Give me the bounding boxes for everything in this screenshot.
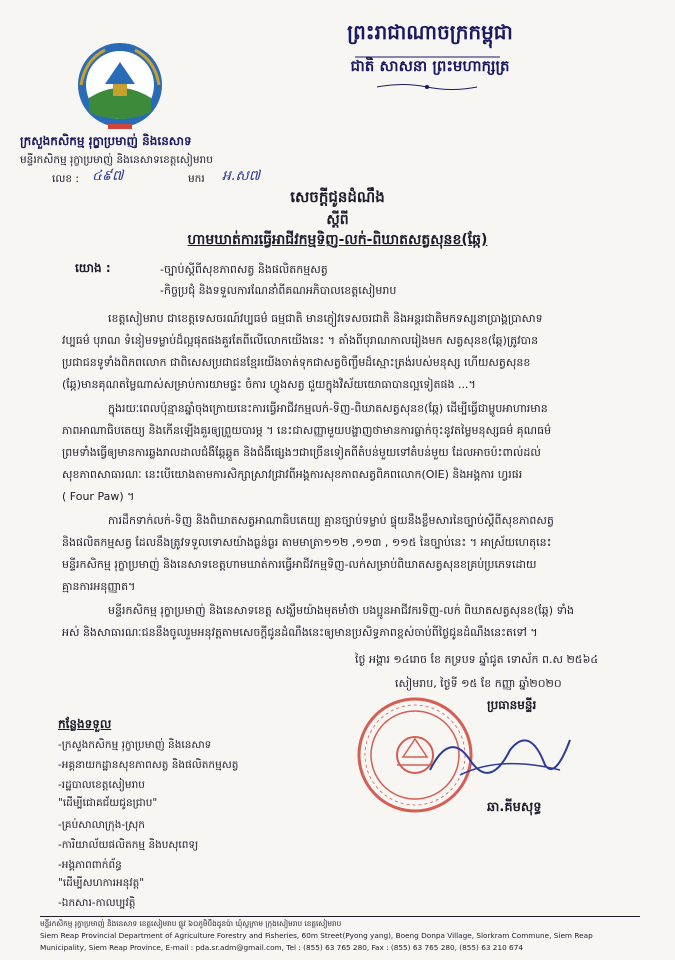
- ministry-logo: [75, 40, 165, 130]
- department-name: មន្ទីរកសិកម្ម រុក្ខាប្រមាញ់ និងនេសាទខេត្តសៀមរាប: [20, 154, 213, 166]
- body-paragraph-2: [62, 398, 622, 508]
- number-label: លេខ :: [52, 173, 79, 185]
- references-label: យោង :: [75, 261, 111, 275]
- solar-date: សៀមរាប, ថ្ងៃទី ១៥ ខែ កញ្ញា ឆ្នាំ២០២០: [395, 677, 562, 690]
- body-line: ភាពអាណាធិបតេយ្យ និងកើនឡើងគួរឲ្យព្រួយបារម្ភ ។ នេះជាសញ្ញាមួយបង្ហាញថាមានការធ្លាក់ចុះនូវតម្លៃមនុស្សធម៌ គុណធម៌: [62, 424, 552, 437]
- recipient-item: "ដើម្បីជោគជ័យជូនជ្រាប": [58, 797, 158, 809]
- recipient-item: -ការិយាល័យផលិតកម្ម និងបសុពេទ្យ: [58, 839, 199, 851]
- body-line: ព្រមទាំងធ្វើឲ្យមានការឆ្លងរាលដាលជំងឺឆ្កែឆ្កួត និងជំងឺផ្សេងៗជាច្រើនទៀតពីតំបន់មួយទៅតំបន់មួយ ដែលអាចប៉ះពាល់ដល់: [62, 446, 541, 459]
- handwritten-signature: [420, 720, 590, 790]
- kingdom-heading: ព្រះរាជាណាចក្រកម្ពុជា: [347, 20, 513, 44]
- body-line: ក្នុងរយៈពេលប៉ុន្មានឆ្នាំចុងក្រោយនេះការធ្វើអាជីវកម្មលក់-ទិញ-ពិឃាតសត្វសុនខ(ឆ្កែ) ដើម្បីធ្វើជាម្ហូបអាហារមាន: [108, 402, 548, 415]
- body-line: ការដឹកទាក់លក់-ទិញ និងពិឃាតសត្វអាណាធិបតេយ្យ គ្មានច្បាប់ទម្លាប់ ផ្ទុយនឹងខ្លឹមសារនៃច្បាប់ស្តីពីសុខភាពសត្វ: [108, 514, 554, 527]
- body-line: អស់ និងសាធារណៈជននឹងចូលរួមអនុវត្តតាមសេចក្តីជូនដំណឹងនេះឲ្យមានប្រសិទ្ធភាពខ្ពស់ចាប់ពីថ្ងៃជូនដំណឹងនេះតទៅ ។: [62, 626, 538, 639]
- recipients-title: កន្លែងទទួល: [58, 717, 112, 731]
- reference-item: -ច្បាប់ស្តីពីសុខភាពសត្វ និងផលិតកម្មសត្វ: [160, 263, 328, 276]
- recipient-item: -អង្គភាពពាក់ព័ន្ធ: [58, 859, 122, 871]
- body-line: មន្ទីរកសិកម្ម រុក្ខាប្រមាញ់ និងនេសាទខេត្ត សង្ឃឹមយ៉ាងមុតមាំថា បងប្អូនអាជីវករទិញ-លក់ ពិឃាតសត្វសុនខ(ឆ្កែ) ទាំង: [108, 604, 575, 617]
- body-line: ប្រជាជនទូទាំងពិភពលោក ជាពិសេសប្រជាជនខ្មែរយើងចាត់ទុកជាសត្វចិញ្ចឹមដ៏ស្មោះត្រង់របស់មនុស្ស ហើយសត្វសុនខ: [62, 356, 531, 369]
- footer-divider: [40, 916, 640, 917]
- body-line: (ឆ្កែ)មានគុណតម្លៃណាស់សម្រាប់ការយាមផ្ទះ ចំការ ហ្វូងសត្វ ជួយក្នុងវិស័យយោធាបានល្អទៀតផង ...។: [62, 378, 476, 391]
- lunar-date: ថ្ងៃ អង្គារ ១៤រោច ខែ ភទ្របទ ឆ្នាំជូត ទោស័ក ព.ស ២៥៦៤: [355, 653, 599, 666]
- recipient-item: "ដើម្បីសហការអនុវត្ត": [58, 877, 145, 889]
- recipient-item: -រដ្ឋបាលខេត្តសៀមរាប: [58, 779, 145, 791]
- body-line: ខេត្តសៀមរាប ជាខេត្តទេសចរណ៍វប្បធម៌ ធម្មជាតិ មានភ្ញៀវទេសចរជាតិ និងអន្តរជាតិមកទស្សនាប្រាង្គប្រាសាទ: [108, 312, 543, 325]
- kingdom-divider: [355, 48, 500, 54]
- body-paragraph-4: [62, 600, 622, 644]
- footer-address-english: Siem Reap Provincial Department of Agriculture Forestry and Fisheries, 60m Street(Pyong yang), Boeng Donpa Village, Slorkram Commune, Siem Reap: [40, 931, 593, 940]
- ref-label: មករ: [188, 173, 205, 185]
- body-line: មន្ទីរកសិកម្ម រុក្ខាប្រមាញ់ និងនេសាទខេត្តហាមឃាត់ការធ្វើអាជីវកម្មទិញ-លក់សម្រាប់ពិឃាតសត្វសុនខគ្រប់ប្រភេទដោយ: [62, 558, 537, 571]
- body-line: សុខភាពសាធារណៈ នេះបើយោងតាមការសិក្សាស្រាវជ្រាវពីអង្គការសុខភាពសត្វពិភពលោក(OIE) និងអង្គការ ហ្វរផរ: [62, 468, 523, 481]
- body-line: វប្បធម៌ បុរាណ ទំនៀមទម្លាប់ដ៏ល្អផុតផងគួរតែពីលើលោកយើងនេះ ។ តាំងពីបុរាណកាលរៀងមក សត្វសុនខ(ឆ្កែ)ត្រូវបាន: [62, 334, 539, 347]
- reference-item: -កិច្ចប្រជុំ និងទទួលការណែនាំពីគណអភិបាលខេត្តសៀមរាប: [160, 284, 397, 297]
- recipient-item: -ឯកសារ-កាលប្បវត្តិ: [58, 897, 136, 909]
- recipient-item: -ក្រសួងកសិកម្ម រុក្ខាប្រមាញ់ និងនេសាទ: [58, 739, 212, 751]
- notice-title: សេចក្តីជូនដំណឹង: [290, 188, 385, 206]
- body-paragraph-1: [62, 308, 622, 396]
- signatory-name: ឆា.គីមសុទ្ធ: [487, 800, 542, 815]
- ministry-name: ក្រសួងកសិកម្ម រុក្ខាប្រមាញ់ និងនេសាទ: [20, 134, 192, 148]
- body-line: ( Four Paw) ។: [62, 490, 135, 503]
- signatory-title: ប្រធានមន្ទីរ: [487, 698, 537, 712]
- recipient-item: -គ្រប់សាលាក្រុង-ស្រុក: [58, 819, 145, 831]
- body-line: និងផលិតកម្មសត្វ ដែលនឹងត្រូវទទួលទោសយ៉ាងធ្ងន់ធ្ងរ តាមមាត្រា១១២ ,១១៣ , ១១៥ នៃច្បាប់នេះ ។ អាស្រ័យហេតុនេះ: [62, 536, 552, 549]
- notice-subject: ហាមឃាត់ការធ្វើអាជីវកម្មទិញ-លក់-ពិឃាតសត្វសុនខ(ឆ្កែ): [187, 232, 488, 248]
- recipient-item: -អគ្គនាយកដ្ឋានសុខភាពសត្វ និងផលិតកម្មសត្វ: [58, 759, 239, 771]
- document-number: ៤៩៧: [92, 168, 124, 184]
- motto-ornament: [372, 80, 482, 96]
- footer-contact: Municipality, Siem Reap Province, E-mail : pda.sr.adm@gmail.com, Tel : (855) 63 765 280, Fax : (855) 63 765 280, (855) 63 210 674: [40, 943, 523, 952]
- body-paragraph-3: [62, 510, 622, 598]
- footer-address-khmer: មន្ទីរកសិកម្ម រុក្ខាប្រមាញ់ និងនេសាទ ខេត្តសៀមរាប ផ្លូវ ៦០ភូមិបឹងដូនប៉ា ឃុំស្លក្រាម ក្រុងសៀមរាប ខេត្តសៀមរាប: [40, 919, 342, 928]
- body-line: គ្មានការអនុញ្ញាត។: [62, 580, 136, 593]
- national-motto: ជាតិ សាសនា ព្រះមហាក្សត្រ: [350, 57, 510, 75]
- notice-subject-label: ស្តីពី: [326, 212, 349, 228]
- ref-value: អ.ស៧: [222, 168, 261, 184]
